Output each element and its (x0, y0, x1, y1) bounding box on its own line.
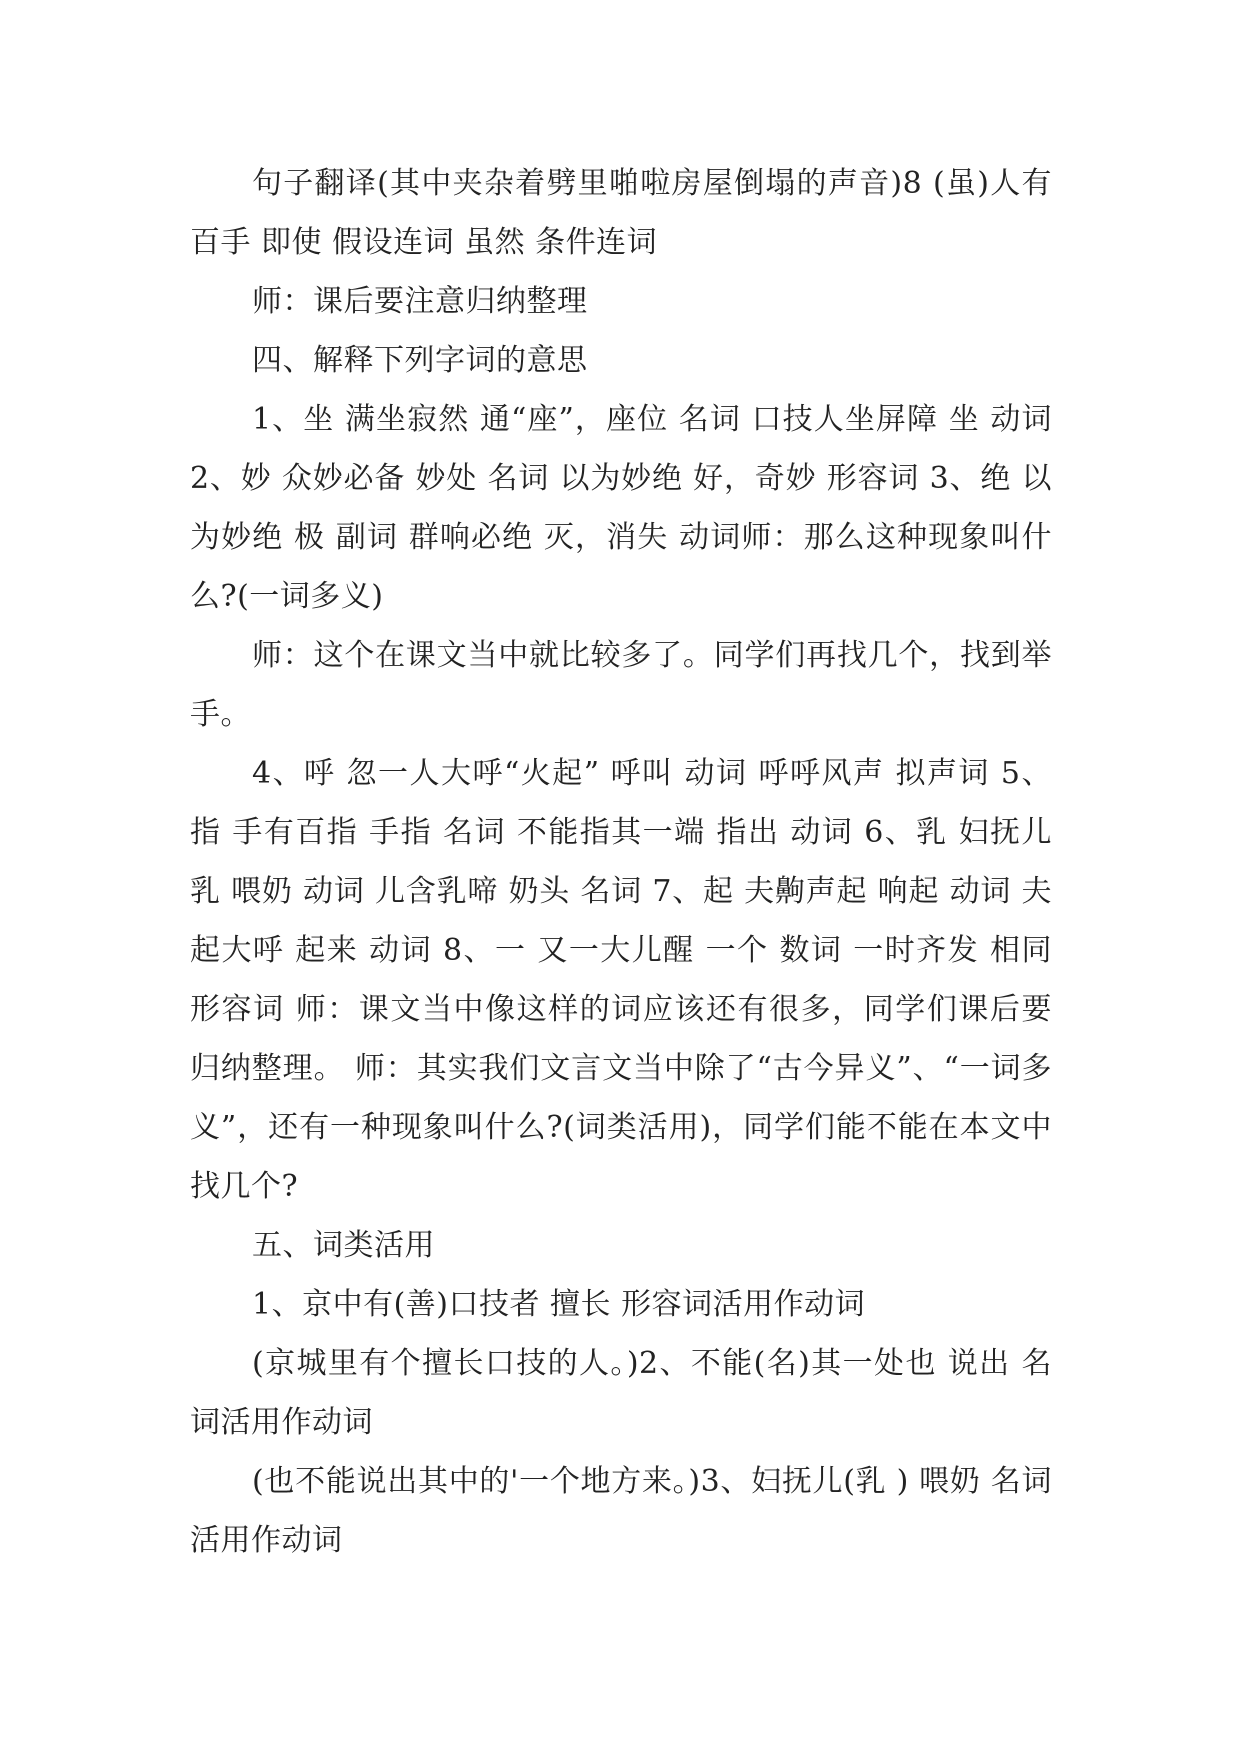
paragraph-teacher-prompt: 师：这个在课文当中就比较多了。同学们再找几个，找到举手。 (190, 638, 1052, 732)
document-body (190, 154, 1052, 1570)
paragraph-usage-3: (也不能说出其中的'一个地方来。)3、妇抚儿(乳 ) 喂奶 名词活用作动词 (190, 1464, 1052, 1558)
section-heading-explain-words: 四、解释下列字词的意思 (252, 343, 588, 378)
paragraph-word-meanings-1: 1、坐 满坐寂然 通“座”，座位 名词 口技人坐屏障 坐 动词 2、妙 众妙必备 妙处 名词 以为妙绝 好，奇妙 形容词 3、绝 以为妙绝 极 副词 群响必绝 灭，消失 动词师：那么这种现象叫什么?(一词多义) (190, 402, 1052, 614)
paragraph-usage-2: (京城里有个擅长口技的人。)2、不能(名)其一处也 说出 名词活用作动词 (190, 1346, 1052, 1440)
section-heading-word-class-usage: 五、词类活用 (252, 1228, 435, 1263)
paragraph-translation: 句子翻译(其中夹杂着劈里啪啦房屋倒塌的声音)8 (虽)人有百手 即使 假设连词 虽然 条件连词 (190, 166, 1052, 260)
paragraph-word-meanings-2: 4、呼 忽一人大呼“火起” 呼叫 动词 呼呼风声 拟声词 5、指 手有百指 手指 名词 不能指其一端 指出 动词 6、乳 妇抚儿乳 喂奶 动词 儿含乳啼 奶头 名词 7、起 夫齁声起 响起 动词 夫起大呼 起来 动词 8、一 又一大儿醒 一个 数词 一时齐发 相同 形容词 师：课文当中像这样的词应该还有很多，同学们课后要归纳整理。 师：其实我们文言文当中除了“古今异义”、“一词多义”，还有一种现象叫什么?(词类活用)，同学们能不能在本文中找几个? (190, 756, 1052, 1204)
paragraph-teacher-note: 师：课后要注意归纳整理 (252, 284, 588, 319)
paragraph-usage-1: 1、京中有(善)口技者 擅长 形容词活用作动词 (252, 1287, 866, 1322)
